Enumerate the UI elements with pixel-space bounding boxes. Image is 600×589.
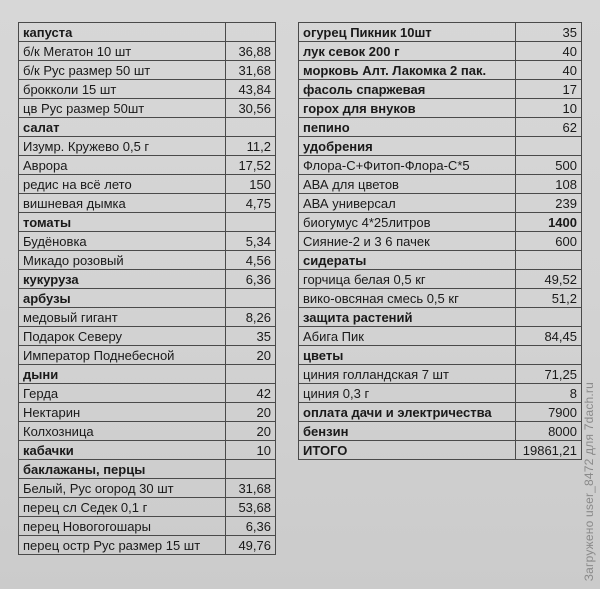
table-row xyxy=(299,327,582,346)
table-row xyxy=(299,232,582,251)
watermark-text: Загружено user_8472 для 7dach.ru xyxy=(582,381,596,581)
table-row xyxy=(299,403,582,422)
table-row xyxy=(299,365,582,384)
right-table-body xyxy=(299,23,582,460)
item-name-cell: биогумус 4*25литров xyxy=(299,213,516,232)
item-name-cell: баклажаны, перцы xyxy=(19,460,226,479)
table-row xyxy=(19,232,276,251)
item-value-cell: 84,45 xyxy=(516,327,582,346)
table-row xyxy=(19,270,276,289)
table-row xyxy=(19,42,276,61)
item-name-cell: цв Рус размер 50шт xyxy=(19,99,226,118)
table-row xyxy=(19,289,276,308)
item-value-cell: 35 xyxy=(226,327,276,346)
item-value-cell: 11,2 xyxy=(226,137,276,156)
table-row xyxy=(299,118,582,137)
item-name-cell: Аврора xyxy=(19,156,226,175)
item-value-cell: 43,84 xyxy=(226,80,276,99)
item-value-cell: 8000 xyxy=(516,422,582,441)
item-value-cell: 30,56 xyxy=(226,99,276,118)
item-value-cell: 8,26 xyxy=(226,308,276,327)
table-row xyxy=(299,346,582,365)
item-name-cell: кукуруза xyxy=(19,270,226,289)
item-value-cell: 71,25 xyxy=(516,365,582,384)
item-value-cell xyxy=(226,365,276,384)
table-row xyxy=(19,422,276,441)
item-value-cell: 53,68 xyxy=(226,498,276,517)
item-name-cell: ИТОГО xyxy=(299,441,516,460)
item-value-cell: 4,56 xyxy=(226,251,276,270)
table-row xyxy=(19,118,276,137)
item-name-cell: Нектарин xyxy=(19,403,226,422)
item-name-cell: кабачки xyxy=(19,441,226,460)
table-row xyxy=(19,346,276,365)
item-name-cell: вико-овсяная смесь 0,5 кг xyxy=(299,289,516,308)
table-row xyxy=(19,194,276,213)
table-row xyxy=(19,213,276,232)
table-row xyxy=(299,80,582,99)
item-value-cell: 19861,21 xyxy=(516,441,582,460)
item-value-cell: 49,52 xyxy=(516,270,582,289)
item-value-cell xyxy=(516,137,582,156)
item-value-cell: 10 xyxy=(516,99,582,118)
item-name-cell: Абига Пик xyxy=(299,327,516,346)
item-name-cell: бензин xyxy=(299,422,516,441)
item-name-cell: вишневая дымка xyxy=(19,194,226,213)
table-row xyxy=(19,61,276,80)
table-row xyxy=(19,137,276,156)
item-value-cell: 31,68 xyxy=(226,479,276,498)
item-value-cell: 35 xyxy=(516,23,582,42)
table-row xyxy=(299,441,582,460)
table-row xyxy=(19,156,276,175)
item-value-cell: 20 xyxy=(226,422,276,441)
item-name-cell: Герда xyxy=(19,384,226,403)
item-name-cell: Микадо розовый xyxy=(19,251,226,270)
table-row xyxy=(299,289,582,308)
table-row xyxy=(19,365,276,384)
table-row xyxy=(299,175,582,194)
table-row xyxy=(19,80,276,99)
item-name-cell: арбузы xyxy=(19,289,226,308)
item-value-cell: 51,2 xyxy=(516,289,582,308)
item-value-cell: 6,36 xyxy=(226,270,276,289)
item-value-cell: 239 xyxy=(516,194,582,213)
item-name-cell: Император Поднебесной xyxy=(19,346,226,365)
item-value-cell xyxy=(516,308,582,327)
table-row xyxy=(299,194,582,213)
table-row xyxy=(19,308,276,327)
left-table-body xyxy=(19,23,276,555)
item-value-cell: 40 xyxy=(516,61,582,80)
table-row xyxy=(299,308,582,327)
item-value-cell: 17,52 xyxy=(226,156,276,175)
table-row xyxy=(19,175,276,194)
item-value-cell: 40 xyxy=(516,42,582,61)
item-name-cell: циния 0,3 г xyxy=(299,384,516,403)
table-row xyxy=(19,460,276,479)
item-name-cell: оплата дачи и электричества xyxy=(299,403,516,422)
item-name-cell: Изумр. Кружево 0,5 г xyxy=(19,137,226,156)
table-row xyxy=(19,99,276,118)
item-name-cell: огурец Пикник 10шт xyxy=(299,23,516,42)
item-name-cell: б/к Мегатон 10 шт xyxy=(19,42,226,61)
item-value-cell: 20 xyxy=(226,346,276,365)
item-name-cell: сидераты xyxy=(299,251,516,270)
item-name-cell: перец Новогогошары xyxy=(19,517,226,536)
item-value-cell: 36,88 xyxy=(226,42,276,61)
table-row xyxy=(19,384,276,403)
item-value-cell: 31,68 xyxy=(226,61,276,80)
item-name-cell: Белый, Рус огород 30 шт xyxy=(19,479,226,498)
item-value-cell: 4,75 xyxy=(226,194,276,213)
item-name-cell: Флора-С+Фитоп-Флора-С*5 xyxy=(299,156,516,175)
item-name-cell: Сияние-2 и 3 6 пачек xyxy=(299,232,516,251)
item-value-cell: 10 xyxy=(226,441,276,460)
table-row xyxy=(299,61,582,80)
item-value-cell: 500 xyxy=(516,156,582,175)
item-value-cell xyxy=(226,213,276,232)
item-value-cell: 5,34 xyxy=(226,232,276,251)
left-expense-table xyxy=(18,22,276,555)
item-value-cell xyxy=(226,460,276,479)
item-value-cell: 49,76 xyxy=(226,536,276,555)
item-name-cell: защита растений xyxy=(299,308,516,327)
item-value-cell: 8 xyxy=(516,384,582,403)
item-name-cell: фасоль спаржевая xyxy=(299,80,516,99)
table-row xyxy=(299,156,582,175)
item-name-cell: Подарок Северу xyxy=(19,327,226,346)
item-name-cell: брокколи 15 шт xyxy=(19,80,226,99)
item-name-cell: горох для внуков xyxy=(299,99,516,118)
item-value-cell xyxy=(226,118,276,137)
item-name-cell: перец остр Рус размер 15 шт xyxy=(19,536,226,555)
item-name-cell: перец сл Седек 0,1 г xyxy=(19,498,226,517)
table-row xyxy=(19,327,276,346)
right-expense-table xyxy=(298,22,582,460)
item-value-cell xyxy=(226,23,276,42)
table-row xyxy=(19,536,276,555)
item-value-cell: 600 xyxy=(516,232,582,251)
table-row xyxy=(299,251,582,270)
item-name-cell: салат xyxy=(19,118,226,137)
item-name-cell: циния голландская 7 шт xyxy=(299,365,516,384)
item-name-cell: цветы xyxy=(299,346,516,365)
item-value-cell: 150 xyxy=(226,175,276,194)
item-name-cell: горчица белая 0,5 кг xyxy=(299,270,516,289)
table-row xyxy=(19,251,276,270)
table-row xyxy=(299,270,582,289)
item-value-cell: 17 xyxy=(516,80,582,99)
item-value-cell: 1400 xyxy=(516,213,582,232)
item-value-cell xyxy=(516,251,582,270)
item-name-cell: АВА универсал xyxy=(299,194,516,213)
item-value-cell xyxy=(226,289,276,308)
item-value-cell: 62 xyxy=(516,118,582,137)
table-row xyxy=(19,23,276,42)
item-value-cell: 42 xyxy=(226,384,276,403)
item-name-cell: АВА для цветов xyxy=(299,175,516,194)
table-row xyxy=(299,422,582,441)
table-row xyxy=(19,498,276,517)
item-name-cell: б/к Рус размер 50 шт xyxy=(19,61,226,80)
item-name-cell: медовый гигант xyxy=(19,308,226,327)
item-value-cell: 7900 xyxy=(516,403,582,422)
item-name-cell: редис на всё лето xyxy=(19,175,226,194)
table-row xyxy=(299,213,582,232)
item-value-cell: 20 xyxy=(226,403,276,422)
item-name-cell: лук севок 200 г xyxy=(299,42,516,61)
table-row xyxy=(19,479,276,498)
item-name-cell: морковь Алт. Лакомка 2 пак. xyxy=(299,61,516,80)
item-value-cell: 108 xyxy=(516,175,582,194)
table-row xyxy=(19,403,276,422)
table-row xyxy=(299,137,582,156)
table-row xyxy=(19,441,276,460)
item-name-cell: удобрения xyxy=(299,137,516,156)
item-name-cell: дыни xyxy=(19,365,226,384)
table-row xyxy=(299,384,582,403)
item-name-cell: Колхозница xyxy=(19,422,226,441)
table-row xyxy=(299,42,582,61)
table-row xyxy=(299,99,582,118)
item-name-cell: томаты xyxy=(19,213,226,232)
item-name-cell: капуста xyxy=(19,23,226,42)
item-value-cell: 6,36 xyxy=(226,517,276,536)
item-name-cell: пепино xyxy=(299,118,516,137)
item-name-cell: Будёновка xyxy=(19,232,226,251)
table-row xyxy=(299,23,582,42)
table-row xyxy=(19,517,276,536)
item-value-cell xyxy=(516,346,582,365)
